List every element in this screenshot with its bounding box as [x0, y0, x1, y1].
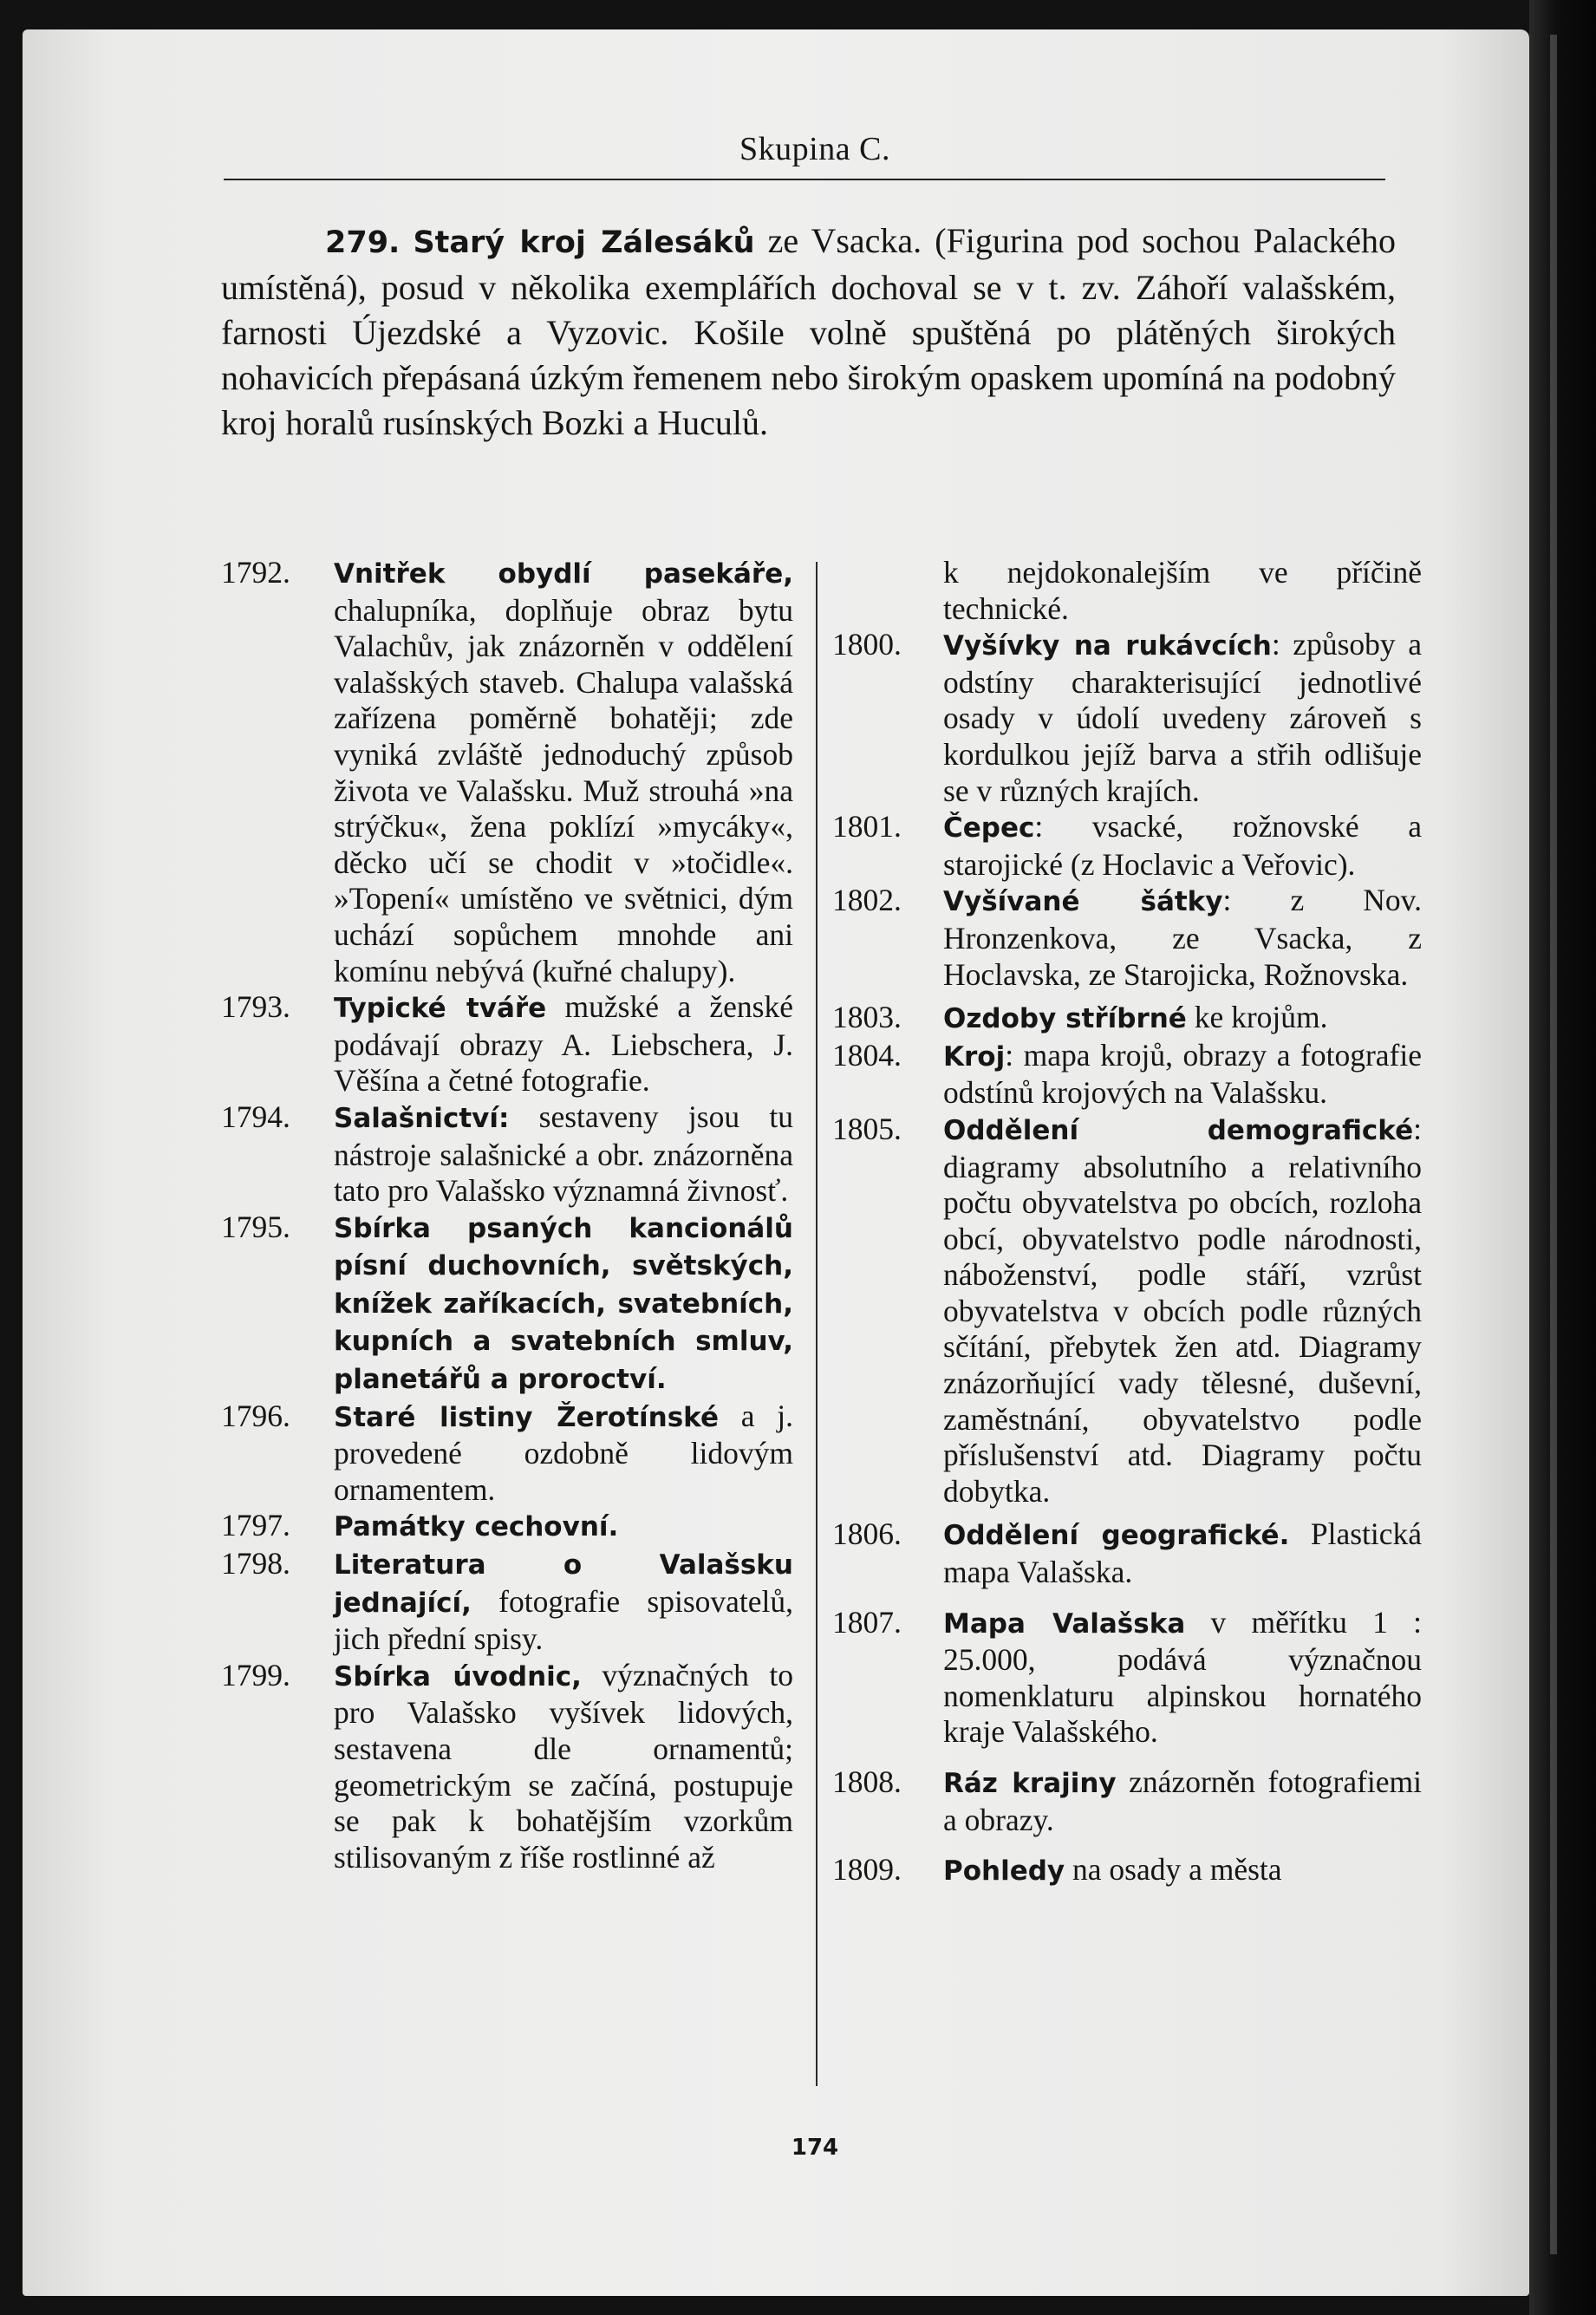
catalog-entry [221, 989, 793, 1099]
entry-body [334, 989, 793, 1099]
catalog-entry [832, 1038, 1422, 1112]
catalog-entry [832, 1852, 1422, 1890]
entry-text: a j. provedené ozdobně lidovým ornamentem. [334, 1398, 793, 1507]
entry-text: význačných to pro Valašsko vyšívek lidových, sestavena dle ornamentů; geometrickým se začíná, postupuje se pak k bohatějším vzorkům stilisovaným z říše rostlinné až [334, 1657, 793, 1875]
page-number: 174 [791, 2135, 839, 2161]
entry-title: Staré listiny Žerotínské [334, 1401, 719, 1433]
entry-number: 1808. [832, 1764, 902, 1799]
catalog-entry [832, 809, 1422, 883]
spacer [832, 1838, 1422, 1852]
entry-number: 1798. [221, 1546, 290, 1581]
entry-text: : způsoby a odstíny charakterisující jednotlivé osady v údolí uvedeny zároveň s kordulkou jejíž barva a střih odlišuje se v různých krajích. [943, 627, 1422, 808]
intro-number: 279. [325, 225, 401, 260]
entry-text: v měřítku 1 : 25.000, podává význačnou nomenklaturu alpinskou hornatého kraje Valašského. [943, 1604, 1423, 1750]
intro-title: Starý kroj Zálesáků [413, 225, 755, 260]
entry-body [943, 1764, 1422, 1838]
entry-text: : mapa krojů, obrazy a fotografie odstínů krojových na Valašsku. [943, 1037, 1422, 1111]
entry-number: 1805. [832, 1111, 902, 1146]
intro-text: ze Vsacka. (Figurina pod sochou Palackého umístěná), posud v několika exemplářích dochoval se v t. zv. Záhoří valašském, farnosti Újezdské a Vyzovic. Košile volně spuštěná po plátěných širokých nohavicích přepásaná úzkým řemenem nebo širokým opaskem upomíná na podobný kroj horalů rusínských Bozki a Huculů. [221, 221, 1397, 442]
entry-body [334, 1099, 793, 1210]
catalog-entry [832, 1605, 1422, 1751]
entry-number: 1801. [832, 809, 902, 844]
entry-body [943, 809, 1422, 883]
entry-title: Salašnictví: [334, 1102, 510, 1134]
entry-title: Kroj [943, 1040, 1006, 1073]
entry-text: na osady a města [1065, 1852, 1282, 1888]
binding-edge [1550, 35, 1557, 2254]
entry-title: Vyšívané šátky [943, 886, 1223, 918]
entry-number: 1793. [221, 989, 290, 1025]
catalog-entry [832, 1764, 1422, 1838]
entry-body [943, 1852, 1422, 1890]
header-rule [224, 179, 1385, 180]
continued-text: k nejdokonalejším ve příčině technické. [943, 555, 1422, 626]
entry-body [334, 1658, 793, 1876]
entry-title: Typické tváře [334, 993, 547, 1025]
entry-body [943, 1038, 1422, 1112]
right-column [832, 555, 1422, 1890]
entry-number: 1800. [832, 627, 902, 662]
entry-body [943, 627, 1422, 809]
page-header: Skupina C. [739, 131, 890, 167]
entry-body [334, 1399, 793, 1509]
entry-title: Památky cechovní. [334, 1511, 619, 1543]
entry-number: 1795. [221, 1209, 290, 1244]
entry-title: Čepec [943, 812, 1035, 844]
entry-number: 1807. [832, 1604, 902, 1640]
book-binding [1529, 0, 1596, 2315]
catalog-entry [832, 883, 1422, 993]
entry-text: : vsacké, rožnovské a starojické (z Hoclavic a Veřovic). [943, 809, 1422, 882]
left-column [221, 555, 793, 1875]
catalog-entry [221, 1546, 793, 1658]
spacer [832, 1591, 1422, 1605]
catalog-entry [832, 1516, 1422, 1590]
entry-body [943, 1000, 1422, 1038]
entry-text: chalupníka, doplňuje obraz bytu Valachův, jak znázorněn v oddělení valašských staveb. Chalupa valašská zařízena poměrně bohatěji; zde vyniká zvláště jednoduchý způsob života ve Valašsku. Muž strouhá »na strýčku«, žena poklízí »mycáky«, děcko učí se chodit v »točidle«. »Topení« umístěno ve světnici, dým uchází sopůchem mnohde ani komínu nebývá (kuřné chalupy). [334, 592, 793, 988]
entry-text: ke krojům. [1186, 1000, 1328, 1035]
catalog-entry [221, 1508, 793, 1546]
entry-text: sestaveny jsou tu nástroje salašnické a obr. znázorněna tato pro Valašsko významná živnosť. [334, 1099, 793, 1209]
entry-number: 1797. [221, 1508, 290, 1543]
entry-body [943, 1605, 1422, 1751]
entry-title: Pohledy [943, 1855, 1065, 1888]
entry-title: Vyšívky na rukávcích [943, 630, 1272, 662]
entry-number: 1799. [221, 1657, 290, 1692]
entry-body [334, 1210, 793, 1399]
catalog-entry [221, 1099, 793, 1210]
catalog-entry [221, 555, 793, 989]
spacer [832, 1751, 1422, 1764]
entry-title: Mapa Valašska [943, 1607, 1186, 1640]
entry-body [943, 883, 1422, 993]
entry-title: Vnitřek obydlí pasekáře, [334, 558, 793, 590]
entry-title: Ráz krajiny [943, 1768, 1117, 1799]
entry-number: 1792. [221, 555, 290, 590]
catalog-entry [221, 1658, 793, 1876]
entry-text: : z Nov. Hronzenkova, ze Vsacka, z Hoclavska, ze Starojicka, Rožnovska. [943, 883, 1422, 992]
entry-body [334, 555, 793, 989]
catalog-entry [832, 1000, 1422, 1038]
entry-text: znázorněn fotografiemi a obrazy. [943, 1764, 1422, 1837]
catalog-entry [832, 1112, 1422, 1510]
entry-body [334, 1546, 793, 1658]
entry-number: 1794. [221, 1099, 290, 1134]
column-divider [816, 562, 818, 2086]
entry-body [943, 1112, 1422, 1510]
entry-text: Plastická mapa Valašska. [943, 1516, 1423, 1590]
entry-number: 1803. [832, 1000, 902, 1035]
entry-title: Oddělení demografické [943, 1114, 1414, 1146]
entry-text: fotografie spisovatelů, jich přední spisy. [334, 1583, 793, 1657]
spacer [832, 993, 1422, 1000]
entry-title: Sbírka psaných kancionálů písní duchovních, světských, knížek zaříkacích, svatebních, kupních a svatebních smluv, planetářů a proroctví. [334, 1212, 793, 1396]
spacer [832, 1510, 1422, 1516]
entry-number: 1809. [832, 1852, 902, 1888]
catalog-entry [221, 1399, 793, 1509]
catalog-entry [832, 627, 1422, 809]
entry-title: Oddělení geografické. [943, 1520, 1290, 1552]
entry-number: 1796. [221, 1398, 290, 1433]
entry-body [334, 1508, 793, 1546]
entry-text: : diagramy absolutního a relativního počtu obyvatelstva po obcích, rozloha obcí, obyvatelstvo podle národnosti, náboženství, podle stáří, vzrůst obyvatelstva v obcích podle různých sčítání, přebytek žen atd. Diagramy znázorňující vady tělesné, duševní, zaměstnání, obyvatelstvo podle příslušenství atd. Diagramy počtu dobytka. [943, 1111, 1422, 1509]
entry-text: mužské a ženské podávají obrazy A. Liebschera, J. Věšína a četné fotografie. [334, 989, 793, 1099]
entry-title: Ozdoby stříbrné [943, 1003, 1187, 1035]
entry-number: 1802. [832, 883, 902, 918]
entry-body [943, 1516, 1422, 1590]
catalog-entry [221, 1210, 793, 1399]
entry-number: 1804. [832, 1037, 902, 1073]
entry-number: 1806. [832, 1516, 902, 1552]
entry-title: Sbírka úvodnic, [334, 1660, 582, 1692]
intro-paragraph [221, 218, 1396, 446]
entry-title: Literatura o Valašsku jednající, [334, 1549, 793, 1619]
